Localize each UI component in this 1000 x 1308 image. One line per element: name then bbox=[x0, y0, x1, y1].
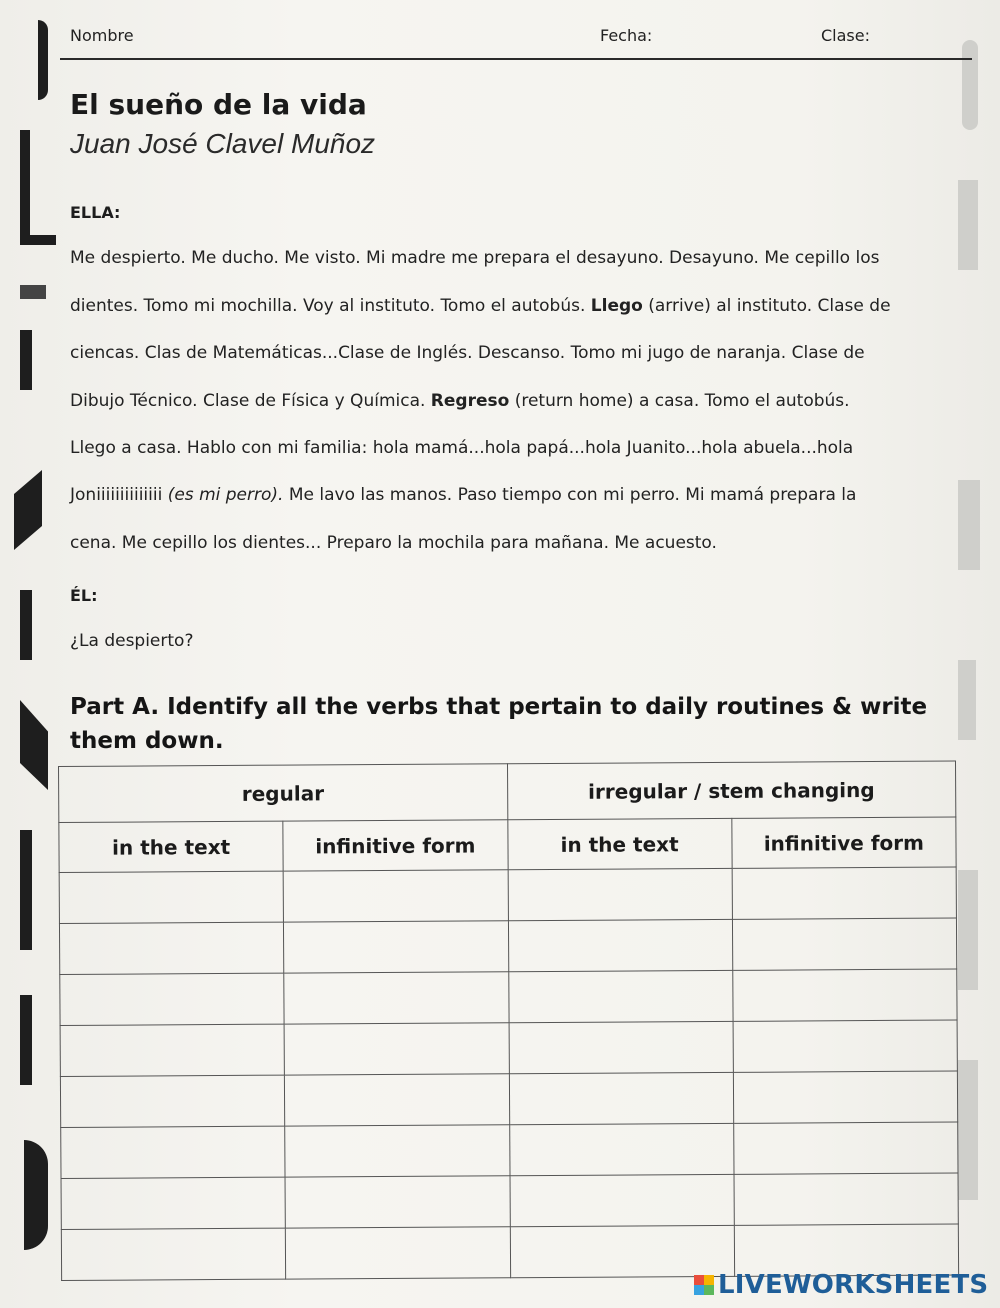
col-header-in-text: in the text bbox=[59, 821, 284, 872]
answer-row bbox=[60, 1071, 957, 1127]
answer-cell[interactable] bbox=[61, 1228, 286, 1280]
answer-cell[interactable] bbox=[285, 1176, 510, 1228]
liveworksheets-logo-icon bbox=[694, 1275, 714, 1295]
answer-cell[interactable] bbox=[284, 972, 509, 1024]
answer-cell[interactable] bbox=[509, 1072, 734, 1124]
answer-cell[interactable] bbox=[508, 868, 733, 920]
left-edge-decoration bbox=[0, 0, 60, 1308]
story-line: Me despierto. Me ducho. Me visto. Mi madre me prepara el desayuno. Desayuno. Me cepillo los bbox=[70, 248, 880, 268]
answer-cell[interactable] bbox=[508, 970, 733, 1022]
story-line: ciencas. Clas de Matemáticas...Clase de Inglés. Descanso. Tomo mi jugo de naranja. Clase de bbox=[70, 343, 865, 363]
date-label: Fecha: bbox=[600, 26, 653, 45]
answer-cell[interactable] bbox=[733, 969, 958, 1021]
col-header-infinitive: infinitive form bbox=[732, 817, 957, 868]
story-line: Dibujo Técnico. Clase de Física y Química. Regreso (return home) a casa. Tomo el autobús. bbox=[70, 391, 850, 411]
highlight-verb: Llego bbox=[590, 296, 643, 316]
group-header-regular: regular bbox=[59, 764, 508, 823]
answer-row bbox=[59, 867, 956, 923]
answer-cell[interactable] bbox=[60, 973, 285, 1025]
answer-row bbox=[60, 1020, 957, 1076]
liveworksheets-brand[interactable] bbox=[694, 1268, 988, 1302]
header-divider bbox=[60, 58, 972, 60]
answer-cell[interactable] bbox=[61, 1177, 286, 1229]
story-line: Llego a casa. Hablo con mi familia: hola mamá...hola papá...hola Juanito...hola abuela...hola bbox=[70, 438, 854, 458]
answer-cell[interactable] bbox=[733, 1122, 958, 1174]
story-line: dientes. Tomo mi mochilla. Voy al instituto. Tomo el autobús. Llego (arrive) al instituto. Clase de bbox=[70, 296, 891, 316]
answer-cell[interactable] bbox=[284, 1023, 509, 1075]
answer-row bbox=[61, 1122, 958, 1178]
name-label: Nombre bbox=[70, 26, 134, 45]
answer-cell[interactable] bbox=[60, 1075, 285, 1127]
header-fields bbox=[70, 22, 940, 52]
answer-row bbox=[60, 969, 957, 1025]
part-a-instruction: Part A. Identify all the verbs that pertain to daily routines & write them down. bbox=[70, 694, 928, 754]
story-reply: ¿La despierto? bbox=[70, 631, 194, 651]
class-label: Clase: bbox=[821, 26, 870, 45]
answer-cell[interactable] bbox=[510, 1174, 735, 1226]
answer-cell[interactable] bbox=[508, 919, 733, 971]
answer-cell[interactable] bbox=[285, 1074, 510, 1126]
answer-row bbox=[61, 1173, 958, 1229]
answer-cell[interactable] bbox=[509, 1021, 734, 1073]
story-line: cena. Me cepillo los dientes... Preparo la mochila para mañana. Me acuesto. bbox=[70, 533, 717, 553]
verbs-table bbox=[58, 761, 959, 1281]
answer-cell[interactable] bbox=[733, 1020, 958, 1072]
story-title: El sueño de la vida bbox=[70, 88, 367, 121]
group-header-irregular: irregular / stem changing bbox=[507, 761, 956, 820]
answer-cell[interactable] bbox=[59, 871, 284, 923]
answer-cell[interactable] bbox=[509, 1123, 734, 1175]
col-header-in-text: in the text bbox=[507, 818, 732, 869]
answer-cell[interactable] bbox=[61, 1126, 286, 1178]
speaker-el: ÉL: bbox=[70, 586, 98, 605]
story-author: Juan José Clavel Muñoz bbox=[70, 128, 376, 159]
highlight-verb: Regreso bbox=[430, 391, 510, 411]
answer-cell[interactable] bbox=[732, 918, 957, 970]
answer-cell[interactable] bbox=[59, 922, 284, 974]
answer-cell[interactable] bbox=[732, 867, 957, 919]
answer-cell[interactable] bbox=[285, 1125, 510, 1177]
speaker-ella: ELLA: bbox=[70, 203, 121, 222]
answer-cell[interactable] bbox=[60, 1024, 285, 1076]
col-header-infinitive: infinitive form bbox=[283, 820, 508, 871]
brand-name: LIVEWORKSHEETS bbox=[718, 1270, 989, 1300]
italic-aside: (es mi perro). bbox=[167, 485, 284, 505]
answer-row bbox=[59, 918, 956, 974]
answer-cell[interactable] bbox=[284, 921, 509, 973]
answer-cell[interactable] bbox=[733, 1071, 958, 1123]
answer-cell[interactable] bbox=[286, 1227, 511, 1279]
answer-cell[interactable] bbox=[283, 870, 508, 922]
answer-cell[interactable] bbox=[734, 1173, 959, 1225]
story-line: Joniiiiiiiiiiiiii (es mi perro). Me lavo las manos. Paso tiempo con mi perro. Mi mamá prepara la bbox=[70, 485, 857, 505]
